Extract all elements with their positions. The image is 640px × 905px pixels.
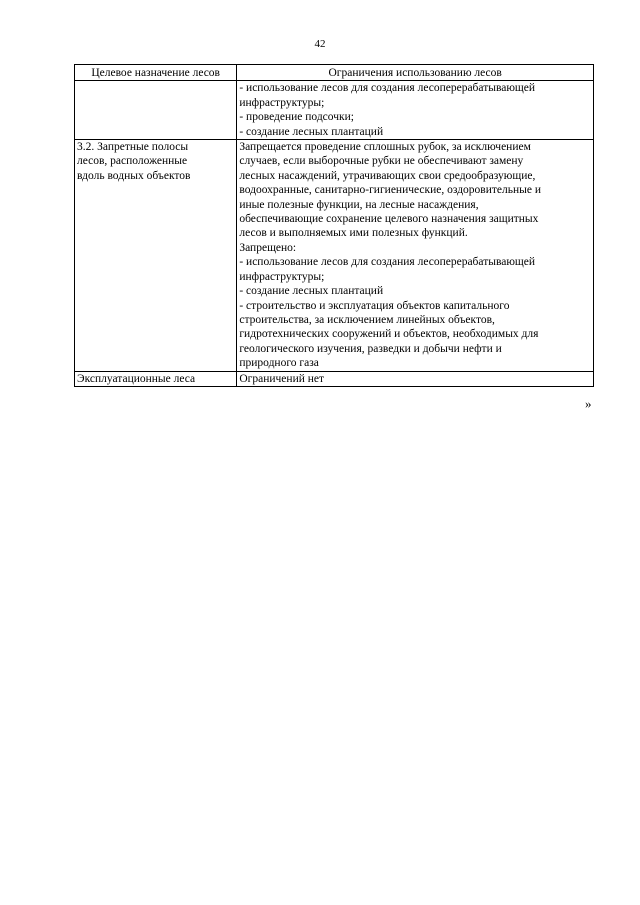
purpose-line: 3.2. Запретные полосы xyxy=(77,141,189,154)
restrictions-cell xyxy=(237,140,594,372)
table-header-row xyxy=(75,65,594,81)
restriction-line: лесов и выполняемых ими полезных функций. xyxy=(239,227,468,240)
page-number: 42 xyxy=(314,38,326,50)
restriction-line: - создание лесных плантаций xyxy=(239,125,384,138)
restriction-line: - проведение подсочки; xyxy=(239,111,354,124)
purpose-cell xyxy=(75,81,237,140)
restriction-line: строительства, за исключением линейных объектов, xyxy=(239,313,495,326)
restriction-line: природного газа xyxy=(239,357,319,370)
restriction-line: водоохранные, санитарно-гигиенические, оздоровительные и xyxy=(239,184,542,197)
header-usage-restrictions: Ограничения использованию лесов xyxy=(237,65,594,81)
forest-restrictions-table xyxy=(74,64,594,387)
restriction-line: - строительство и эксплуатация объектов капитального xyxy=(239,299,510,312)
restriction-line: гидротехнических сооружений и объектов, необходимых для xyxy=(239,328,539,341)
restriction-line: лесных насаждений, утрачивающих свои средообразующие, xyxy=(239,169,536,182)
purpose-cell xyxy=(75,140,237,372)
restriction-line: - использование лесов для создания лесоперерабатывающей xyxy=(239,256,536,269)
restriction-line: иные полезные функции, на лесные насаждения, xyxy=(239,198,479,211)
restriction-line: Ограничений нет xyxy=(239,372,325,385)
restriction-line: Запрещается проведение сплошных рубок, за исключением xyxy=(239,141,531,154)
restrictions-cell xyxy=(237,81,594,140)
restriction-line: - создание лесных плантаций xyxy=(239,285,384,298)
restriction-line: случаев, если выборочные рубки не обеспечивают замену xyxy=(239,155,524,168)
table-row xyxy=(75,81,594,140)
restriction-line: геологического изучения, разведки и добычи нефти и xyxy=(239,342,502,355)
purpose-line: лесов, расположенные xyxy=(77,155,188,168)
table-row xyxy=(75,371,594,386)
restriction-line: обеспечивающие сохранение целевого назначения защитных xyxy=(239,213,539,226)
purpose-line: Эксплуатационные леса xyxy=(77,372,196,385)
table-row xyxy=(75,140,594,372)
header-forest-purpose: Целевое назначение лесов xyxy=(75,65,237,81)
purpose-cell xyxy=(75,371,237,386)
restriction-line: Запрещено: xyxy=(239,241,297,254)
restrictions-cell xyxy=(237,371,594,386)
restriction-line: инфраструктуры; xyxy=(239,270,325,283)
closing-quote-mark: » xyxy=(585,396,592,411)
purpose-line: вдоль водных объектов xyxy=(77,169,191,182)
restriction-line: инфраструктуры; xyxy=(239,96,325,109)
restriction-line: - использование лесов для создания лесоперерабатывающей xyxy=(239,82,536,95)
